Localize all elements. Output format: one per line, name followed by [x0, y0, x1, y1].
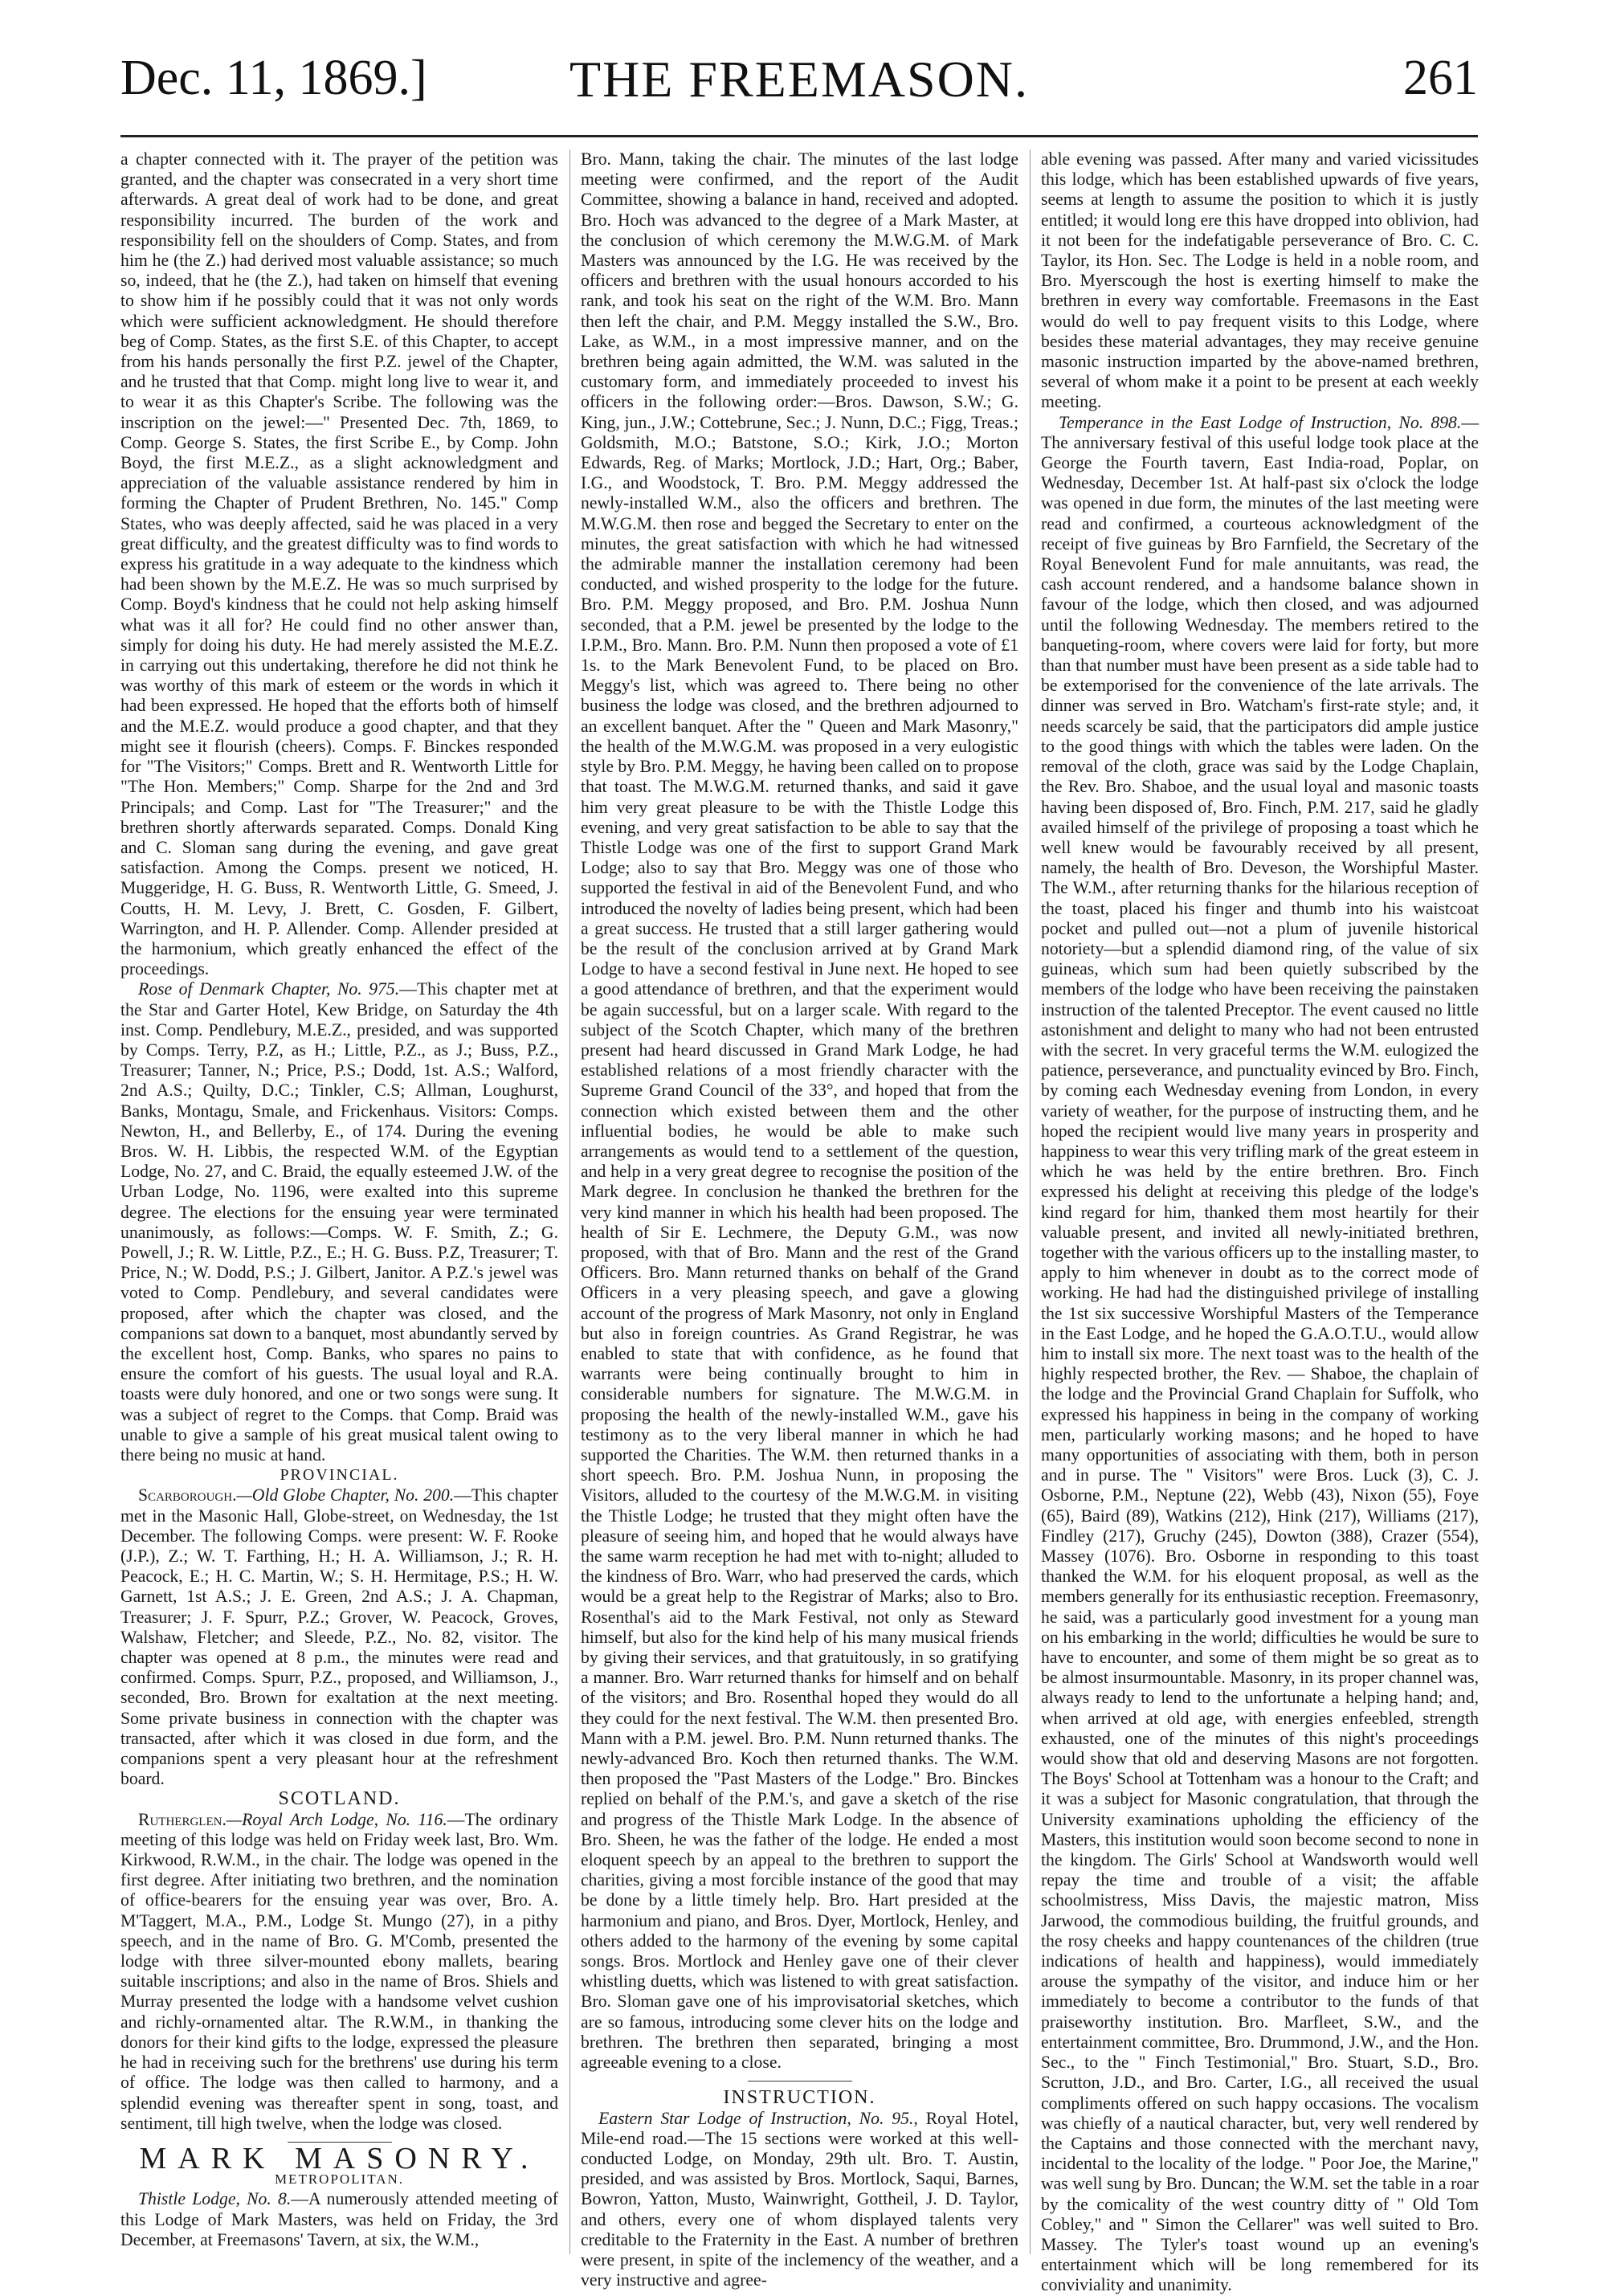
article-heading: Thistle Lodge, No. 8.: [138, 2189, 292, 2209]
article-body: —The anniversary festival of this useful lodge took place at the George the Fourth tavern, East India-road, Poplar, on Wednesday, December 1st. At half-past six o'clock the lodge was opened in due form, the minutes of the last meeting were read and confirmed, a courteous acknowledgment of the receipt of five guineas by Bro Farnfield, the Secretary of the Royal Benevolent Fund for male annuitants, was read, the cash account rendered, and a handsome balance shown in favour of the lodge, which then closed, and was adjourned until the following Wednesday. The members retired to the banqueting-room, where covers were laid for forty, but more than that number must have been present as a side table had to be extemporised for the convenience of the late arrivals. The dinner was served in Bro. Watcham's first-rate style; and, it needs scarcely be said, that the participators did ample justice to the good things with which the tables were laden. On the removal of the cloth, grace was said by the Lodge Chaplain, the Rev. Bro. Shaboe, and the usual loyal and masonic toasts having been disposed of, Bro. Finch, P.M. 217, said he gladly availed himself of the privilege of proposing a toast which he well knew would be favourably received by all present, namely, the health of Bro. Deveson, the Worshipful Master. The W.M., after returning thanks for the hilarious reception of the toast, placed his finger and thumb into his waistcoat pocket and pulled out—not a plum of juvenile historical notoriety—but a splendid diamond ring, of the value of six guineas, which sum had been quietly subscribed by the members of the lodge who have been receiving the painstaken instruction of the talented Preceptor. The event caused no little astonishment and delight to many who had not been entrusted with the secret. In very graceful terms the W.M. eulogized the patience, perseverance, and punctuality evinced by Bro. Finch, by coming each Wednesday evening from London, in every variety of weather, for the purpose of instructing them, and he hoped the recipient would live many years in prosperity and happiness to wear this very trifling mark of the great esteem in which he was held by the entire brethren. Bro. Finch expressed his delight at receiving this pledge of the lodge's kind regard for him, thanked them most heartily for their valuable present, and invited all newly-initiated brethren, together with the various officers up to the installing master, to apply to him whenever in doubt as to the correct mode of working. He had had the distinguished privilege of installing the 1st six successive Worshipful Masters of the Temperance in the East Lodge, and he hoped the G.A.O.T.U., would allow him to install six more. The next toast was to the health of the highly respected brother, the Rev. — Shaboe, the chaplain of the lodge and the Provincial Grand Chaplain for Suffolk, who expressed his happiness in being in the company of working men, particularly working masons; and he hoped to have many opportunities of associating with them, both in person and in purse. The " Visitors" were Bros. Luck (3), C. J. Osborne, P.M., Neptune (22), Webb (43), Nixon (55), Foye (65), Baird (89), Watkins (212), Hink (217), Williams (217), Findley (217), Gruchy (245), Dowton (388), Crazer (554), Massey (1076). Bro. Osborne in responding to this toast thanked the W.M. for his eloquent proposal, as well as the members generally for its enthusiastic reception. Freemasonry, he said, was a particularly good investment for a young man on his embarking in the world; difficulties he would be sure to have to encounter, and some of them might be so great as to be almost insurmountable. Masonry, in its proper channel was, always ready to lend to the unfortunate a helping hand; and, when arrived at old age, with energies enfeebled, strength exhausted, one of the minutes of this night's proceedings would show that old and deserving Masons are not forgotten. The Boys' School at Tottenham was a honour to the Craft; and it was a subject for Masonic congratulation, that through the University examinations upholding the efficiency of the Masters, this institution would soon become second to none in the kingdom. The Girls' School at Wandsworth would well repay the time and trouble of a visit; the affable schoolmistress, Miss Davis, the majestic matron, Miss Jarwood, the commodious building, the fruitful grounds, and the rosy cheeks and happy countenances of the children (true indications of health and happiness), would immediately arouse the sympathy of the visitor, and induce him or her immediately to become a contributor to the funds of that praiseworthy institution. Bro. Marfleet, S.W., and the entertainment committee, Bro. Drummond, J.W., and the Hon. Sec., to the " Finch Testimonial," Bro. Stuart, S.D., Bro. Scrutton, J.D., and Bro. Carter, I.G., all received the usual compliments offered on such happy occasions. The vocalism was chiefly of a nautical character, but, very well rendered by the Captains and those connected with the merchant navy, incidental to the locality of the lodge. " Poor Joe, the Marine," was well sung by Bro. Duncan; the W.M. set the table in a roar by the comicality of the west country ditty of " Old Tom Cobley," and " Simon the Cellarer" was well suited to Bro. Massey. The Tyler's toast wound up an evening's entertainment which will be long remembered for its conviviality and unanimity.: [1041, 412, 1480, 2295]
section-heading-provincial: PROVINCIAL.: [280, 1466, 399, 1485]
article-continuation: a chapter connected with it. The prayer of the petition was granted, and the chapter was consecrated in a very short time afterwards. A great deal of work had to be done, and great responsibility incurred. The burden of the work and responsibility fell on the shoulders of Comp. States, and from him he (the Z.) had derived most valuable assistance; so much so, indeed, that he (the Z.), had taken on himself that evening to show him if he possibly could that it was not only words which were sufficient acknowledgment. He should therefore beg of Comp. States, as the first S.E. of this Chapter, to accept from his hands personally the first P.Z. jewel of the Chapter, and he trusted that that Comp. might long live to wear it, and to wear it as this Chapter's Scribe. The following was the inscription on the jewel:—" Presented Dec. 7th, 1869, to Comp. George S. States, the first Scribe E., by Comp. John Boyd, the first M.E.Z., as a slight acknowledgment and appreciation of the valuable assistance rendered by him in forming the Chapter of Prudent Brethren, No. 145." Comp States, who was deeply affected, said he was placed in a very great difficulty, and the greatest difficulty was to find words to express his gratitude in a way adequate to the kindness which had been shown by the M.E.Z. He was so much surprised by Comp. Boyd's kindness that he could not help asking himself what was it all for? He could find no other answer than, simply for doing his duty. He had merely assisted the M.E.Z. in carrying out this undertaking, therefore he did not think he was worthy of this mark of esteem or the words in which it had been expressed. He hoped that the efforts both of himself and the M.E.Z. would produce a good chapter, and that they might see it flourish (cheers). Comps. F. Binckes responded for "The Visitors;" Comps. Brett and R. Wentworth Little for "The Hon. Members;" Comp. Sharpe for the 2nd and 3rd Principals; and Comp. Last for "The Treasurer;" and the brethren shortly afterwards separated. Comps. Donald King and C. Sloman sang during the evening, and gave great satisfaction. Among the Comps. present we noticed, H. Muggeridge, H. G. Buss, R. Wentworth Little, G. Smeed, J. Coutts, H. M. Levy, J. Brett, C. Gosden, F. Gilbert, Warrington, and H. P. Allender. Comp. Allender presided at the harmonium, which greatly enhanced the effect of the proceedings.: [120, 149, 558, 979]
article-heading: —Royal Arch Lodge, No. 116.: [226, 1809, 447, 1829]
article-continuation: able evening was passed. After many and varied vicissitudes this lodge, which has been established upwards of five years, seems at length to assume the position to which it is justly entitled; it would long ere this have dropped into oblivion, had it not been for the indefatigable perseverance of Bro. C. C. Taylor, its Hon. Sec. The Lodge is held in a noble room, and Bro. Myerscough the host is exerting himself to make the brethren in every way comfortable. Freemasons in the East would do well to pay frequent visits to this Lodge, where besides these material advantages, they may receive genuine masonic instruction imparted by the above-named brethren, several of whom make it a point to be present at each weekly meeting.: [1041, 149, 1479, 412]
article-body: —This chapter met in the Masonic Hall, Globe-street, on Wednesday, the 1st December. The following Comps. were present: W. F. Rooke (J.P.), Z.; W. T. Farthing, H.; H. A. Williamson, J.; R. H. Peacock, E.; H. C. Martin, W.; S. H. Hermitage, P.S.; H. W. Garnett, 1st A.S.; J. E. Green, 2nd A.S.; J. A. Chapman, Treasurer; J. F. Spurr, P.Z.; Grover, W. Peacock, Groves, Walshaw, Fletcher; and Sleede, P.Z., No. 82, visitor. The chapter was opened at 8 p.m., the minutes were read and confirmed. Comps. Spurr, P.Z., proposed, and Williamson, J., seconded, Bro. Brown for exaltation at the next meeting. Some private business in connection with the chapter was transacted, after which it was closed in due form, and the companions spent a very pleasant hour at the refreshment board.: [120, 1485, 558, 1789]
article-heading: Eastern Star Lodge of Instruction, No. 95.: [598, 2108, 914, 2128]
column-3: [1041, 149, 1480, 2295]
article-old-globe: [120, 1485, 558, 1789]
article-body: —The ordinary meeting of this lodge was held on Friday week last, Bro. Wm. Kirkwood, R.W.M., in the chair. The lodge was opened in the first degree. After initiating two brethren, and the nomination of office-bearers for the ensuing year was over, Bro. A. M'Taggert, M.A., P.M., Lodge St. Mungo (27), in a pithy speech, and in the name of Bro. G. M'Comb, presented the lodge with three silver-mounted ebony mallets, bearing suitable inscriptions; and also in the name of Bros. Shiels and Murray presented the lodge with a handsome velvet cushion and richly-ornamented altar. The R.W.M., in thanking the donors for their kind gifts to the lodge, expressed the pleasure he had in receiving such for the brethrens' use during his term of office. The lodge was then called to harmony, and a splendid evening was thereafter spent in song, toast, and sentiment, till high twelve, when the lodge was closed.: [120, 1809, 558, 2133]
article-body: —This chapter met at the Star and Garter Hotel, Kew Bridge, on Saturday the 4th inst. Comp. Pendlebury, M.E.Z., presided, and was supported by Comps. Terry, P.Z, as H.; Little, P.Z., as J.; Buss, P.Z., Treasurer; Tanner, N.; Price, P.S.; Dodd, 1st. A.S.; Walford, 2nd A.S.; Quilty, D.C.; Tinkler, C.S; Allman, Loughurst, Banks, Montagu, Smale, and Frickenhaus. Visitors: Comps. Newton, H., and Bellerby, E., of 174. During the evening Bros. W. H. Libbis, the respected W.M. of the Egyptian Lodge, No. 27, and C. Braid, the equally esteemed J.W. of the Urban Lodge, No. 1196, were exalted into this supreme degree. The elections for the ensuing year were terminated unanimously, as follows:—Comps. W. F. Smith, Z.; G. Powell, J.; R. W. Little, P.Z., E.; H. G. Buss. P.Z, Treasurer; T. Price, N.; W. Dodd, P.S.; J. Gilbert, Janitor. A P.Z.'s jewel was voted to Comp. Pendlebury, and several candidates were proposed, after which the chapter was closed, and the companions sat down to a banquet, most abundantly served by the excellent host, Comp. Banks, who spares no pains to ensure the comfort of his guests. The usual loyal and R.A. toasts were duly honored, and one or two songs were sung. It was a subject of regret to the Comps. that Comp. Braid was unable to give a sample of his great musical talent owing to there being no music at hand.: [120, 979, 558, 1465]
article-heading: Rose of Denmark Chapter, No. 975.: [138, 979, 400, 999]
section-heading-mark-masonry: MARK MASONRY.: [139, 2141, 540, 2175]
section-rule: [748, 2081, 852, 2082]
article-heading: —Old Globe Chapter, No. 200.: [236, 1485, 455, 1505]
column-divider: [1030, 149, 1031, 2254]
article-continuation: Bro. Mann, taking the chair. The minutes of the last lodge meeting were confirmed, and the report of the Audit Committee, showing a balance in hand, received and adopted. Bro. Hoch was advanced to the degree of a Mark Master, at the conclusion of which ceremony the M.W.G.M. of Mark Masters was announced by the I.G. He was received by the officers and brethren with the usual honours accorded to his rank, and took his seat on the right of the W.M. Bro. Mann then left the chair, and P.M. Meggy installed the S.W., Bro. Lake, as W.M., in a most impressive manner, and on the brethren being again admitted, the W.M. was saluted in the customary form, and immediately proceeded to invest his officers in the following order:—Bros. Dawson, S.W.; G. King, jun., J.W.; Cottebrune, Sec.; J. Nunn, D.C.; Figg, Treas.; Goldsmith, M.O.; Batstone, S.O.; Kirk, J.O.; Morton Edwards, Reg. of Marks; Mortlock, J.D.; Hart, Org.; Baber, I.G., and Woodstock, T. Bro. P.M. Meggy addressed the newly-installed W.M., also the officers and brethren. The M.W.G.M. then rose and begged the Secretary to enter on the minutes, the great satisfaction with which he had witnessed the admirable manner the installation ceremony had been conducted, and wished prosperity to the lodge for the future. Bro. P.M. Meggy proposed, and Bro. P.M. Joshua Nunn seconded, that a P.M. jewel be presented by the lodge to the I.P.M., Bro. Mann. Bro. P.M. Nunn then proposed a vote of £1 1s. to the Mark Benevolent Fund, to be placed on Bro. Meggy's list, which was agreed to. There being no other business the lodge was closed, and the brethren adjourned to an excellent banquet. After the " Queen and Mark Masonry," the health of the M.W.G.M. was proposed in a very eulogistic style by Bro. P.M. Meggy, he having been called on to propose that toast. The M.W.G.M. returned thanks, and said it gave him very great pleasure to be with the Thistle Lodge this evening, and very great satisfaction to be able to say that the Thistle Lodge was one of the first to support Grand Mark Lodge; also to say that Bro. Meggy was one of those who supported the festival in aid of the Benevolent Fund, and who introduced the novelty of ladies being present, which had been a great success. He trusted that a still larger gathering would be the result of the conclusion arrived at by Grand Mark Lodge to have a second festival in June next. He hoped to see a good attendance of brethren, and that the experiment would be again successful, but on a larger scale. With regard to the subject of the Scotch Chapter, which many of the brethren present had heard discussed in Grand Mark Lodge, he had established relations of a most friendly character with the Supreme Grand Council of the 33°, and hoped that from the connection which existed between them and the other influential bodies, he would be able to make such arrangements as would tend to a settlement of the question, and help in a very great degree to recognise the position of the Mark degree. In conclusion he thanked the brethren for the very kind manner in which his health had been proposed. The health of Sir E. Lechmere, the Deputy G.M., was now proposed, with that of Bro. Mann and the rest of the Grand Officers. Bro. Mann returned thanks on behalf of the Grand Officers in a very pleasing speech, and gave a glowing account of the progress of Mark Masonry, not only in England but also in foreign countries. As Grand Registrar, he was enabled to state that with confidence, as he found that warrants were being continually brought to him in considerable numbers for signature. The M.W.G.M. in proposing the health of the newly-installed W.M., gave his testimony as to the very liberal manner in which he had supported the Charities. The W.M. then returned thanks in a short speech. Bro. P.M. Joshua Nunn, in proposing the Visitors, alluded to the courtesy of the M.W.G.M. in visiting the Thistle Lodge; he trusted that they might often have the pleasure of seeing him, and hoped that he would always have the same warm reception he had met with to-night; alluded to the kindness of Bro. Warr, who had preserved the cards, which would be a great help to the Registrar of Marks; also to Bro. Rosenthal's aid to the Mark Festival, not only as Steward himself, but also for the kind help of his many musical friends by giving their services, and that gratuitously, in so gratifying a manner. Bro. Warr returned thanks for himself and on behalf of the visitors; and Bro. Rosenthal hoped they would do all they could for the next festival. The W.M. then presented Bro. Mann with a P.M. jewel. Bro. P.M. Nunn returned thanks. The newly-advanced Bro. Koch then returned thanks. The W.M. then proposed the "Past Masters of the Lodge." Bro. Binckes replied on behalf of the P.M.'s, and gave a sketch of the rise and progress of the Thistle Mark Lodge. In the absence of Bro. Sheen, he was the father of the lodge. He ended a most eloquent speech by an appeal to the brethren to support the charities, giving a most forcible instance of the good that may be done by a little timely help. Bro. Hart presided at the harmonium and piano, and Bros. Dyer, Mortlock, Henley, and others added to the harmony of the evening by some capital songs. Bros. Mortlock and Henley gave one of their clever whistling duetts, which was listened to with great satisfaction. Bro. Sloman gave one of his improvisatorial sketches, which are so famous, introducing some clever hits on the lodge and brethren. The brethren then separated, bringing a most agreeable evening to a close.: [581, 149, 1018, 2073]
article-rose-of-denmark: [120, 979, 558, 1465]
article-heading: Temperance in the East Lodge of Instruction, No. 898.: [1059, 412, 1462, 432]
article-place: Scarborough.: [138, 1485, 237, 1505]
publication-title: THE FREEMASON.: [569, 51, 1030, 108]
column-1: [120, 149, 558, 2262]
article-eastern-star: [581, 2109, 1018, 2291]
article-body: —A numerously attended meeting of this Lodge of Mark Masters, was held on Friday, the 3rd December, at Freemasons' Tavern, at six, the W.M.,: [120, 2189, 558, 2249]
article-temperance-in-the-east: [1041, 413, 1479, 2296]
article-thistle-lodge: [120, 2189, 558, 2250]
article-body: , Royal Hotel, Mile-end road.—The 15 sections were worked at this well-conducted Lodge, on Monday, 29th ult. Bro. T. Austin, presided, and was assisted by Bros. Mortlock, Saqui, Barnes, Bowron, Yatton, Musto, Wainwright, Gottheil, J. D. Taylor, and others, every one of whom displayed talents very creditable to the Fraternity in the East. A number of brethren were present, in spite of the inclemency of the weather, and a very instructive and agree-: [581, 2108, 1018, 2290]
masthead-rule: [120, 135, 1478, 137]
article-royal-arch: [120, 1810, 558, 2134]
column-divider: [569, 149, 570, 2254]
column-2: [581, 149, 1018, 2290]
section-heading-scotland: SCOTLAND.: [278, 1788, 401, 1810]
section-heading-instruction: INSTRUCTION.: [723, 2087, 876, 2109]
page-number: 261: [1403, 51, 1478, 105]
section-subheading-metropolitan: METROPOLITAN.: [274, 2171, 405, 2188]
issue-date: Dec. 11, 1869.]: [120, 51, 427, 105]
article-place: Rutherglen.: [138, 1809, 227, 1829]
masthead: [120, 50, 1478, 130]
